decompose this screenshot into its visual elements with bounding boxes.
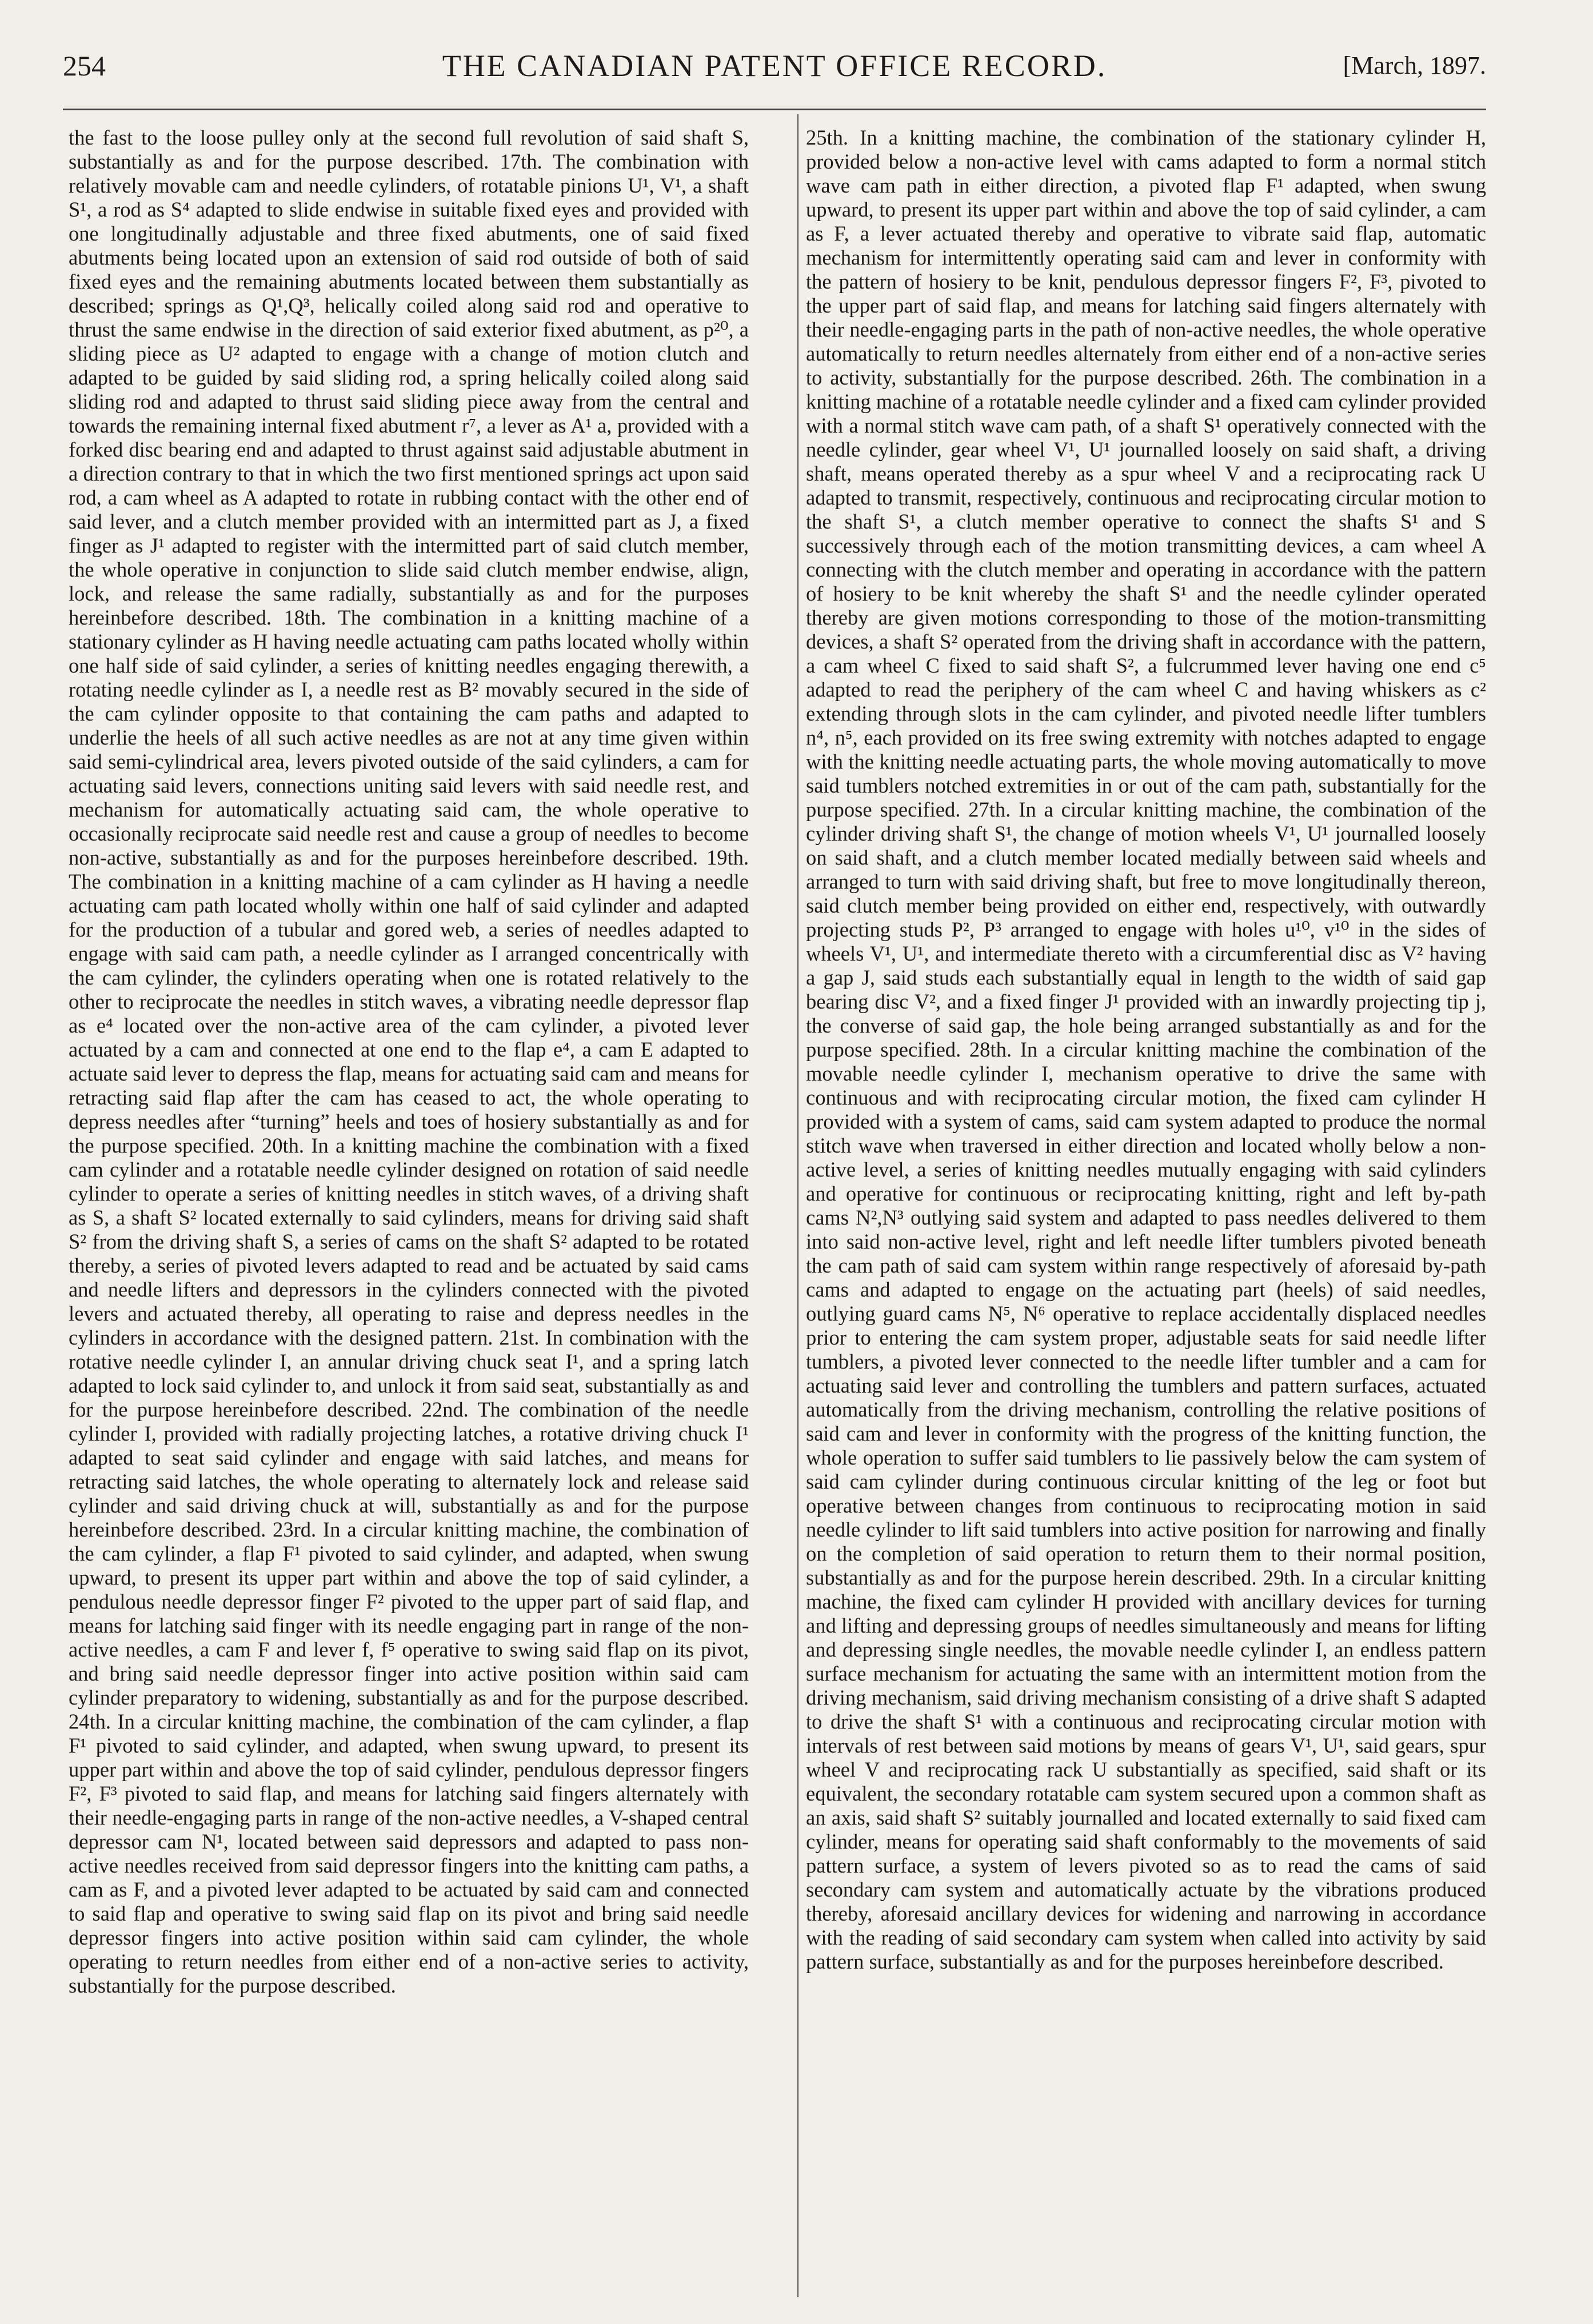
page-header: [63, 46, 1486, 86]
publication-title: THE CANADIAN PATENT OFFICE RECORD.: [442, 49, 1107, 83]
issue-date: [March, 1897.: [1343, 51, 1486, 79]
left-column: [69, 126, 749, 2297]
right-column: [806, 126, 1486, 2297]
page-number: 254: [63, 50, 106, 82]
header-rule: [63, 109, 1486, 110]
column-divider: [797, 114, 799, 2297]
left-column-text: the fast to the loose pulley only at the second full revolution of said shaft S, substantially as and for the purpose described. 17th. The combination with relatively movable cam and needle cylinders, of rotatable pinions U¹, V¹, a shaft S¹, a rod as S⁴ adapted to slide endwise in suitable fixed eyes and provided with one longitudinally adjustable and three fixed abutments, one of said fixed abutments being located upon an extension of said rod outside of both of said fixed eyes and the remaining abutments located between them substantially as described; springs as Q¹,Q³, helically coiled along said rod and operative to thrust the same endwise in the direction of said exterior fixed abutment, as p²⁰, a sliding piece as U² adapted to engage with a change of motion clutch and adapted to be guided by said sliding rod, a spring helically coiled along said sliding rod and adapted to thrust said sliding piece away from the central and towards the remaining internal fixed abutment r⁷, a lever as A¹ a, provided with a forked disc bearing end and adapted to thrust against said adjustable abutment in a direction contrary to that in which the two first mentioned springs act upon said rod, a cam wheel as A adapted to rotate in rubbing contact with the other end of said lever, and a clutch member provided with an intermitted part as J, a fixed finger as J¹ adapted to register with the intermitted part of said clutch member, the whole operative in conjunction to slide said clutch member endwise, align, lock, and release the same radially, substantially as and for the purposes hereinbefore described. 18th. The combination in a knitting machine of a stationary cylinder as H having needle actuating cam paths located wholly within one half side of said cylinder, a series of knitting needles engaging therewith, a rotating needle cylinder as I, a needle rest as B² movably secured in the side of the cam cylinder opposite to that containing the cam paths and adapted to underlie the heels of all such active needles as are not at any time given within said semi-cylindrical area, levers pivoted outside of the said cylinders, a cam for actuating said levers, connections uniting said levers with said needle rest, and mechanism for automatically actuating said cam, the whole operative to occasionally reciprocate said needle rest and cause a group of needles to become non-active, substantially as and for the purposes hereinbefore described. 19th. The combination in a knitting machine of a cam cylinder as H having a needle actuating cam path located wholly within one half of said cylinder and adapted for the production of a tubular and gored web, a series of needles adapted to engage with said cam path, a needle cylinder as I arranged concentrically with the cam cylinder, the cylinders operating when one is rotated relatively to the other to reciprocate the needles in stitch waves, a vibrating needle depressor flap as e⁴ located over the non-active area of the cam cylinder, a pivoted lever actuated by a cam and connected at one end to the flap e⁴, a cam E adapted to actuate said lever to depress the flap, means for actuating said cam and means for retracting said flap after the cam has ceased to act, the whole operating to depress needles after “turning” heels and toes of hosiery substantially as and for the purpose specified. 20th. In a knitting machine the combination with a fixed cam cylinder and a rotatable needle cylinder designed on rotation of said needle cylinder to operate a series of knitting needles in stitch waves, of a driving shaft as S, a shaft S² located externally to said cylinders, means for driving said shaft S² from the driving shaft S, a series of cams on the shaft S² adapted to be rotated thereby, a series of pivoted levers adapted to read and be actuated by said cams and needle lifters and depressors in the cylinders connected with the pivoted levers and actuated thereby, all operating to raise and depress needles in the cylinders in accordance with the designed pattern. 21st. In combination with the rotative needle cylinder I, an annular driving chuck seat I¹, and a spring latch adapted to lock said cylinder to, and unlock it from said seat, substantially as and for the purpose hereinbefore described. 22nd. The combination of the needle cylinder I, provided with radially projecting latches, a rotative driving chuck I¹ adapted to seat said cylinder and engage with said latches, and means for retracting said latches, the whole operating to alternately lock and release said cylinder and said driving chuck at will, substantially as and for the purpose hereinbefore described. 23rd. In a circular knitting machine, the combination of the cam cylinder, a flap F¹ pivoted to said cylinder, and adapted, when swung upward, to present its upper part within and above the top of said cylinder, a pendulous needle depressor finger F² pivoted to the upper part of said flap, and means for latching said finger with its needle engaging part in range of the non-active needles, a cam F and lever f, f⁵ operative to swing said flap on its pivot, and bring said needle depressor finger into active position within said cam cylinder preparatory to widening, substantially as and for the purpose described. 24th. In a circular knitting machine, the combination of the cam cylinder, a flap F¹ pivoted to said cylinder, and adapted, when swung upward, to present its upper part within and above the top of said cylinder, pendulous depressor fingers F², F³ pivoted to said flap, and means for latching said fingers alternately with their needle-engaging parts in range of the non-active needles, a V-shaped central depressor cam N¹, located between said depressors and adapted to pass non-active needles received from said depressor fingers into the knitting cam paths, a cam as F, and a pivoted lever adapted to be actuated by said cam and connected to said flap and operative to swing said flap on its pivot and bring said needle depressor fingers into active position within said cam cylinder, the whole operating to return needles from either end of a non-active series to activity, substantially for the purpose described.: [69, 126, 749, 1997]
right-column-text: 25th. In a knitting machine, the combination of the stationary cylinder H, provided below a non-active level with cams adapted to form a normal stitch wave cam path in either direction, a pivoted flap F¹ adapted, when swung upward, to present its upper part within and above the top of said cylinder, a cam as F, a lever actuated thereby and operative to vibrate said flap, automatic mechanism for intermittently operating said cam and lever in conformity with the pattern of hosiery to be knit, pendulous depressor fingers F², F³, pivoted to the upper part of said flap, and means for latching said fingers alternately with their needle-engaging parts in the path of non-active needles, the whole operative automatically to return needles alternately from either end of a non-active series to activity, substantially for the purpose described. 26th. The combination in a knitting machine of a rotatable needle cylinder and a fixed cam cylinder provided with a normal stitch wave cam path, of a shaft S¹ operatively connected with the needle cylinder, gear wheel V¹, U¹ journalled loosely on said shaft, a driving shaft, means operated thereby as a spur wheel V and a reciprocating rack U adapted to transmit, respectively, continuous and reciprocating circular motion to the shaft S¹, a clutch member operative to connect the shafts S¹ and S successively through each of the motion transmitting devices, a cam wheel A connecting with the clutch member and operating in accordance with the pattern of hosiery to be knit whereby the shaft S¹ and the needle cylinder operated thereby are given motions corresponding to those of the motion-transmitting devices, a shaft S² operated from the driving shaft in accordance with the pattern, a cam wheel C fixed to said shaft S², a fulcrummed lever having one end c⁵ adapted to read the periphery of the cam wheel C and having whiskers as c² extending through slots in the cam cylinder, and pivoted needle lifter tumblers n⁴, n⁵, each provided on its free swing extremity with notches adapted to engage with the knitting needle actuating parts, the whole moving automatically to move said tumblers notched extremities in or out of the cam path, substantially for the purpose specified. 27th. In a circular knitting machine, the combination of the cylinder driving shaft S¹, the change of motion wheels V¹, U¹ journalled loosely on said shaft, and a clutch member located medially between said wheels and arranged to turn with said driving shaft, but free to move longitudinally thereon, said clutch member being provided on either end, respectively, with outwardly projecting studs P², P³ arranged to engage with holes u¹⁰, v¹⁰ in the sides of wheels V¹, U¹, and intermediate thereto with a circumferential disc as V² having a gap J, said studs each substantially equal in length to the width of said gap bearing disc V², and a fixed finger J¹ provided with an inwardly projecting tip j, the converse of said gap, the hole being arranged substantially as and for the purpose specified. 28th. In a circular knitting machine the combination of the movable needle cylinder I, mechanism operative to drive the same with continuous and with reciprocating circular motion, the fixed cam cylinder H provided with a system of cams, said cam system adapted to produce the normal stitch wave when traversed in either direction and located wholly below a non-active level, a series of knitting needles mutually engaging with said cylinders and operative for continuous or reciprocating knitting, right and left by-path cams N²,N³ outlying said system and adapted to pass needles delivered to them into said non-active level, right and left needle lifter tumblers pivoted beneath the cam path of said cam system within range respectively of aforesaid by-path cams and adapted to engage on the actuating part (heels) of said needles, outlying guard cams N⁵, N⁶ operative to replace accidentally displaced needles prior to entering the cam system proper, adjustable seats for said needle lifter tumblers, a pivoted lever connected to the needle lifter tumbler and a cam for actuating said lever and controlling the tumblers and pattern surfaces, actuated automatically from the driving mechanism, controlling the relative positions of said cam and lever in conformity with the progress of the knitting function, the whole operation to suffer said tumblers to lie passively below the cam system of said cam cylinder during continuous circular knitting of the leg or foot but operative between changes from continuous to reciprocating motion in said needle cylinder to lift said tumblers into active position for narrowing and finally on the completion of said operation to return them to their normal position, substantially as and for the purpose herein described. 29th. In a circular knitting machine, the fixed cam cylinder H provided with ancillary devices for turning and lifting and depressing groups of needles simultaneously and means for lifting and depressing single needles, the movable needle cylinder I, an endless pattern surface mechanism for actuating the same with an intermittent motion from the driving mechanism, said driving mechanism consisting of a drive shaft S adapted to drive the shaft S¹ with a continuous and reciprocating circular motion with intervals of rest between said motions by means of gears V¹, U¹, said gears, spur wheel V and reciprocating rack U substantially as specified, said shaft or its equivalent, the secondary rotatable cam system secured upon a common shaft as an axis, said shaft S² suitably journalled and located externally to said fixed cam cylinder, means for operating said shaft conformably to the movements of said pattern surface, a system of levers pivoted so as to read the cams of said secondary cam system and automatically actuate by the vibrations produced thereby, aforesaid ancillary devices for widening and narrowing in accordance with the reading of said secondary cam system when called into activity by said pattern surface, substantially as and for the purposes hereinbefore described.: [806, 126, 1486, 1973]
